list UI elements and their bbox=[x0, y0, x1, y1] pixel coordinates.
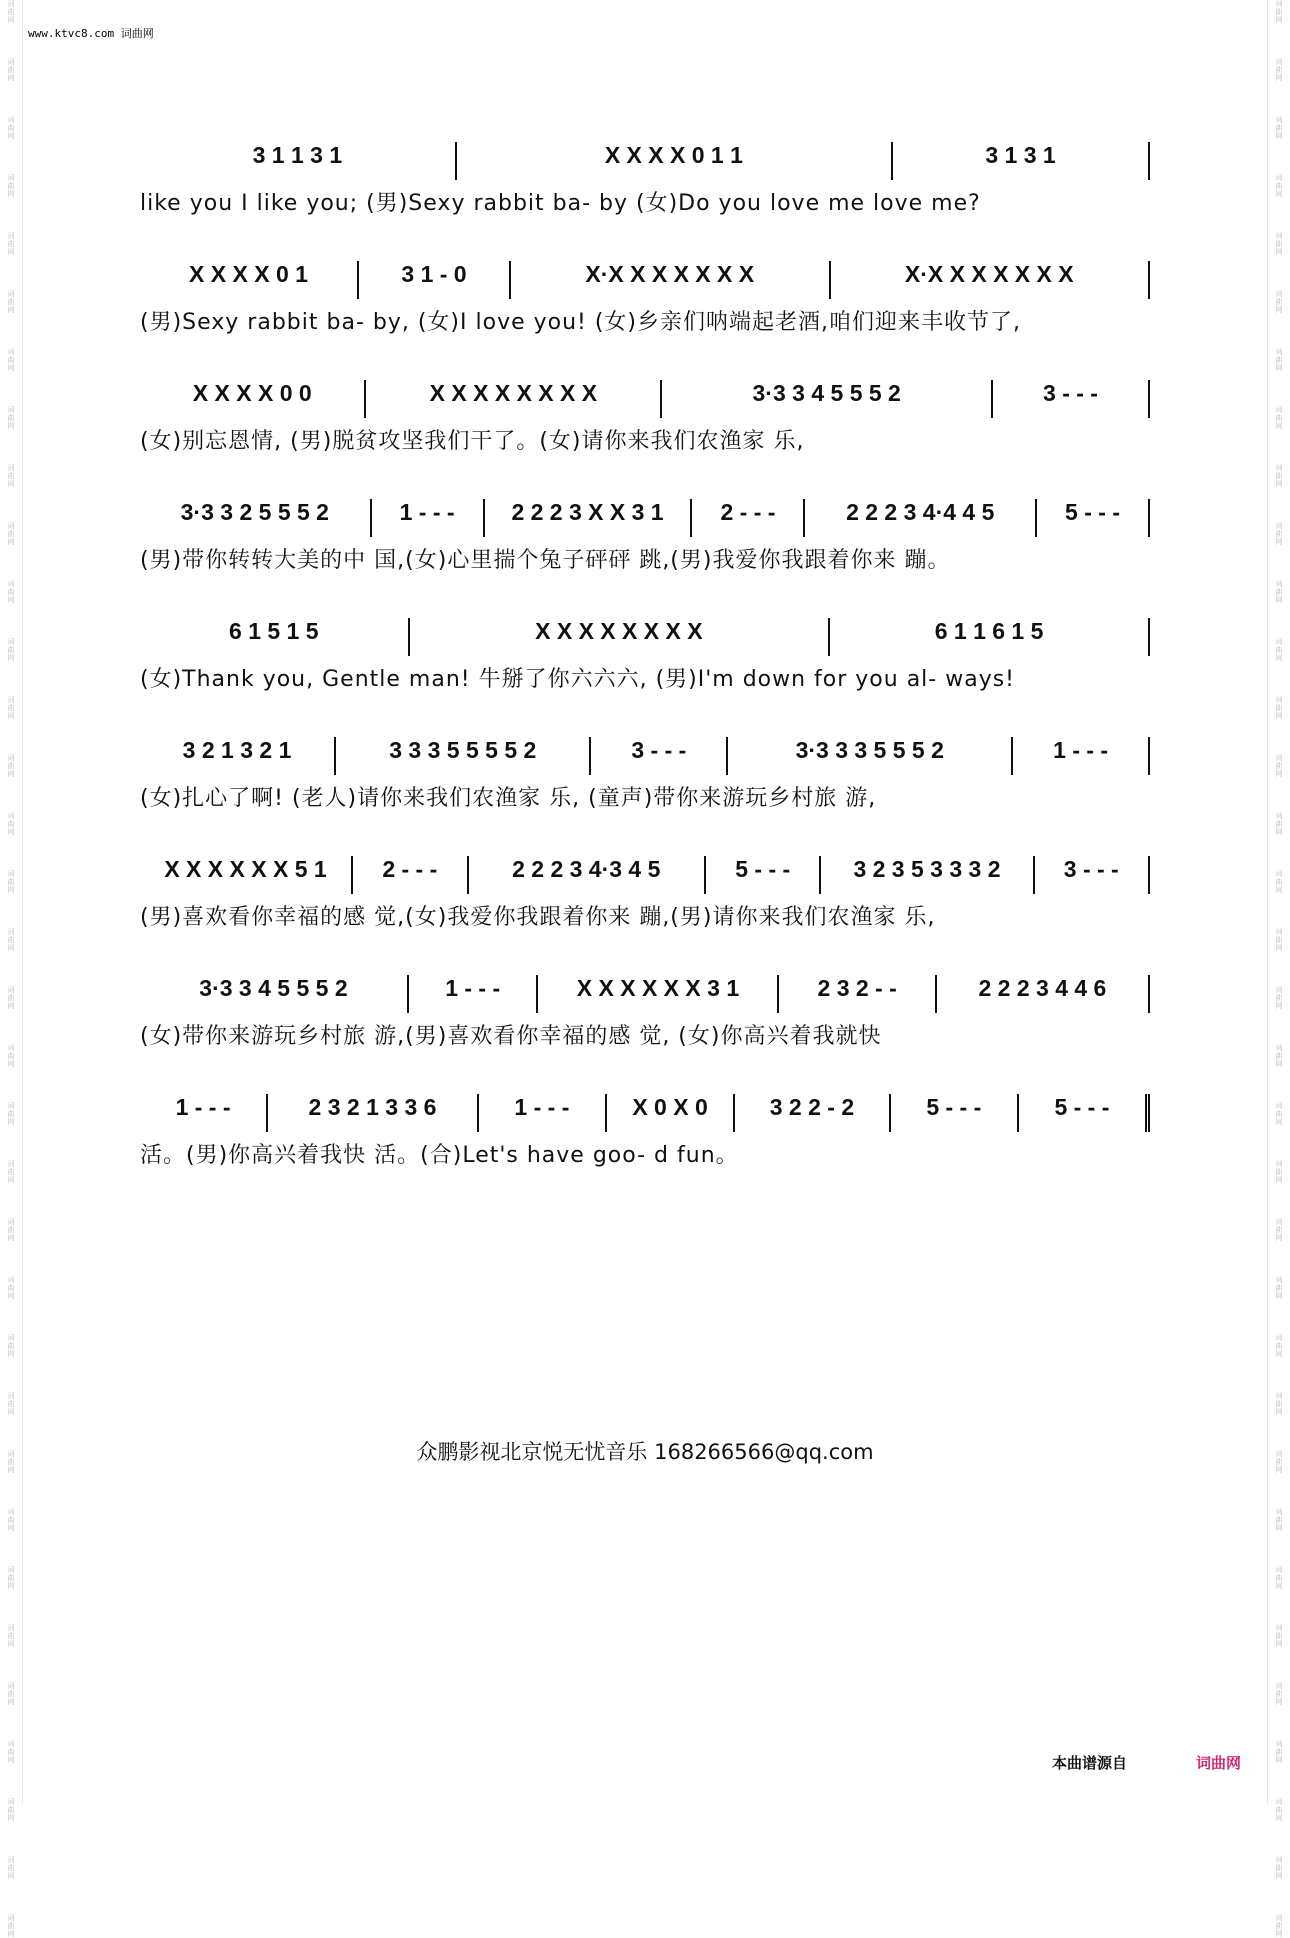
measure: 3 2 1 3 2 1 bbox=[140, 737, 336, 775]
watermark-mark: 词 曲 网 bbox=[1275, 1624, 1283, 1648]
watermark-mark: 词 曲 网 bbox=[1275, 1218, 1283, 1242]
watermark-mark: 词 曲 网 bbox=[7, 1392, 15, 1416]
site-url: www.ktvc8.com 词曲网 bbox=[28, 27, 154, 40]
watermark-mark: 词 曲 网 bbox=[7, 638, 15, 662]
measure: X X X X X X X X bbox=[366, 380, 662, 418]
measure: 3 - - - bbox=[1035, 856, 1151, 894]
lyric-line: (女)Thank you, Gentle man! 牛掰了你六六六, (男)I'm down for you al- ways! bbox=[140, 667, 1016, 692]
measure: X·X X X X X X X bbox=[511, 261, 831, 299]
watermark-mark: 词 曲 网 bbox=[1275, 522, 1283, 546]
measure: X X X X X X X X bbox=[410, 618, 831, 656]
measure: 3·3 3 4 5 5 5 2 bbox=[662, 380, 993, 418]
notation-line bbox=[140, 1094, 1150, 1134]
measure: 1 - - - bbox=[1013, 737, 1150, 775]
watermark-mark: 词 曲 网 bbox=[1275, 754, 1283, 778]
measure: X X X X X X 3 1 bbox=[538, 975, 779, 1013]
watermark-mark: 词 曲 网 bbox=[1275, 116, 1283, 140]
lyric-line: (男)带你转转大美的中 国,(女)心里揣个兔子砰砰 跳,(男)我爱你我跟着你来 蹦。 bbox=[140, 548, 951, 573]
measure: 6 1 5 1 5 bbox=[140, 618, 410, 656]
notation-line bbox=[140, 737, 1150, 777]
watermark-mark: 词 曲 网 bbox=[1275, 928, 1283, 952]
measure: 3 - - - bbox=[591, 737, 728, 775]
watermark-mark: 词 曲 网 bbox=[7, 1102, 15, 1126]
watermark-mark: 词 曲 网 bbox=[1275, 986, 1283, 1010]
watermark-mark: 词 曲 网 bbox=[1275, 464, 1283, 488]
measure: 3 - - - bbox=[993, 380, 1150, 418]
watermark-mark: 词 曲 网 bbox=[1275, 580, 1283, 604]
measure: X 0 X 0 bbox=[607, 1094, 735, 1132]
measure: 5 - - - bbox=[891, 1094, 1019, 1132]
score-system bbox=[140, 1094, 1150, 1213]
left-watermark-strip bbox=[0, 0, 23, 1938]
watermark-mark: 词 曲 网 bbox=[7, 928, 15, 952]
measure: 2 - - - bbox=[353, 856, 469, 894]
watermark-mark: 词 曲 网 bbox=[7, 812, 15, 836]
measure: 5 - - - bbox=[1019, 1094, 1150, 1132]
notation-line bbox=[140, 618, 1150, 658]
source-site-link[interactable]: 词曲网 bbox=[1196, 1754, 1242, 1772]
measure: X X X X 0 1 1 bbox=[457, 142, 893, 180]
watermark-mark: 词 曲 网 bbox=[1275, 638, 1283, 662]
notation-line bbox=[140, 261, 1150, 301]
watermark-mark: 词 曲 网 bbox=[7, 0, 15, 24]
score-system bbox=[140, 618, 1150, 737]
lyric-line: (女)带你来游玩乡村旅 游,(男)喜欢看你幸福的感 觉, (女)你高兴着我就快 bbox=[140, 1024, 882, 1049]
measure: 3 1 3 1 bbox=[893, 142, 1150, 180]
source-label: 本曲谱源自 bbox=[1052, 1754, 1128, 1772]
watermark-mark: 词 曲 网 bbox=[1275, 1682, 1283, 1706]
watermark-mark: 词 曲 网 bbox=[1275, 1392, 1283, 1416]
measure: 2 2 2 3 4 4 6 bbox=[937, 975, 1150, 1013]
measure: 3 2 2 - 2 bbox=[735, 1094, 891, 1132]
footer-credit: 众鹏影视北京悦无忧音乐 168266566@qq.com bbox=[416, 1440, 874, 1464]
watermark-mark: 词 曲 网 bbox=[7, 116, 15, 140]
watermark-mark: 词 曲 网 bbox=[1275, 1334, 1283, 1358]
watermark-mark: 词 曲 网 bbox=[7, 58, 15, 82]
measure: 3 3 3 5 5 5 5 2 bbox=[336, 737, 591, 775]
watermark-mark: 词 曲 网 bbox=[1275, 812, 1283, 836]
lyric-line: (女)扎心了啊! (老人)请你来我们农渔家 乐, (童声)带你来游玩乡村旅 游, bbox=[140, 786, 877, 811]
watermark-mark: 词 曲 网 bbox=[7, 1276, 15, 1300]
watermark-mark: 词 曲 网 bbox=[1275, 232, 1283, 256]
score-system bbox=[140, 737, 1150, 856]
measure: 3 2 3 5 3 3 3 2 bbox=[821, 856, 1034, 894]
measure: 5 - - - bbox=[706, 856, 822, 894]
notation-line bbox=[140, 975, 1150, 1015]
score-system bbox=[140, 499, 1150, 618]
watermark-mark: 词 曲 网 bbox=[1275, 1566, 1283, 1590]
watermark-mark: 词 曲 网 bbox=[7, 1160, 15, 1184]
lyric-line: 活。(男)你高兴着我快 活。(合)Let's have goo- d fun。 bbox=[140, 1143, 739, 1168]
right-watermark-strip bbox=[1267, 0, 1290, 1938]
watermark-mark: 词 曲 网 bbox=[7, 406, 15, 430]
watermark-mark: 词 曲 网 bbox=[1275, 406, 1283, 430]
watermark-mark: 词 曲 网 bbox=[7, 986, 15, 1010]
lyric-line: (女)别忘恩情, (男)脱贫攻坚我们干了。(女)请你来我们农渔家 乐, bbox=[140, 429, 805, 454]
watermark-mark: 词 曲 网 bbox=[1275, 1508, 1283, 1532]
watermark-mark: 词 曲 网 bbox=[1275, 348, 1283, 372]
measure: 5 - - - bbox=[1037, 499, 1150, 537]
watermark-mark: 词 曲 网 bbox=[1275, 696, 1283, 720]
notation-line bbox=[140, 499, 1150, 539]
watermark-mark: 词 曲 网 bbox=[7, 696, 15, 720]
watermark-mark: 词 曲 网 bbox=[7, 1740, 15, 1764]
watermark-mark: 词 曲 网 bbox=[7, 522, 15, 546]
watermark-mark: 词 曲 网 bbox=[7, 870, 15, 894]
lyric-line: (男)Sexy rabbit ba- by, (女)I love you! (女)乡亲们呐端起老酒,咱们迎来丰收节了, bbox=[140, 310, 1022, 335]
measure: 1 - - - bbox=[479, 1094, 607, 1132]
watermark-mark: 词 曲 网 bbox=[7, 464, 15, 488]
watermark-mark: 词 曲 网 bbox=[7, 580, 15, 604]
watermark-mark: 词 曲 网 bbox=[7, 1624, 15, 1648]
watermark-mark: 词 曲 网 bbox=[7, 1798, 15, 1822]
watermark-mark: 词 曲 网 bbox=[1275, 58, 1283, 82]
score-system bbox=[140, 975, 1150, 1094]
measure: 2 3 2 - - bbox=[779, 975, 936, 1013]
watermark-mark: 词 曲 网 bbox=[7, 1334, 15, 1358]
measure: 2 2 2 3 4·4 4 5 bbox=[805, 499, 1037, 537]
measure: 3·3 3 4 5 5 5 2 bbox=[140, 975, 409, 1013]
watermark-mark: 词 曲 网 bbox=[1275, 1914, 1283, 1938]
measure: 6 1 1 6 1 5 bbox=[830, 618, 1150, 656]
measure: 2 2 2 3 4·3 4 5 bbox=[469, 856, 706, 894]
measure: 3 1 - 0 bbox=[359, 261, 511, 299]
watermark-mark: 词 曲 网 bbox=[7, 232, 15, 256]
score-system bbox=[140, 261, 1150, 380]
notation-line bbox=[140, 380, 1150, 420]
watermark-mark: 词 曲 网 bbox=[1275, 1740, 1283, 1764]
score-system bbox=[140, 380, 1150, 499]
measure: 2 - - - bbox=[692, 499, 805, 537]
measure: X X X X 0 0 bbox=[140, 380, 366, 418]
watermark-mark: 词 曲 网 bbox=[1275, 290, 1283, 314]
measure: 1 - - - bbox=[409, 975, 539, 1013]
watermark-mark: 词 曲 网 bbox=[7, 1508, 15, 1532]
measure: X X X X X X 5 1 bbox=[140, 856, 353, 894]
measure: 3·3 3 3 5 5 5 2 bbox=[728, 737, 1013, 775]
watermark-mark: 词 曲 网 bbox=[1275, 1798, 1283, 1822]
measure: X X X X 0 1 bbox=[140, 261, 359, 299]
lyric-line: like you I like you; (男)Sexy rabbit ba- by (女)Do you love me love me? bbox=[140, 191, 981, 216]
measure: 1 - - - bbox=[140, 1094, 268, 1132]
watermark-mark: 词 曲 网 bbox=[1275, 1856, 1283, 1880]
watermark-mark: 词 曲 网 bbox=[7, 174, 15, 198]
measure: 3 1 1 3 1 bbox=[140, 142, 457, 180]
score-system bbox=[140, 142, 1150, 261]
score bbox=[140, 142, 1150, 1213]
watermark-mark: 词 曲 网 bbox=[7, 754, 15, 778]
watermark-mark: 词 曲 网 bbox=[1275, 174, 1283, 198]
measure: 1 - - - bbox=[372, 499, 485, 537]
measure: 3·3 3 2 5 5 5 2 bbox=[140, 499, 372, 537]
watermark-mark: 词 曲 网 bbox=[1275, 870, 1283, 894]
watermark-mark: 词 曲 网 bbox=[7, 1682, 15, 1706]
measure: X·X X X X X X X bbox=[831, 261, 1151, 299]
watermark-mark: 词 曲 网 bbox=[1275, 1450, 1283, 1474]
measure: 2 3 2 1 3 3 6 bbox=[268, 1094, 479, 1132]
lyric-line: (男)喜欢看你幸福的感 觉,(女)我爱你我跟着你来 蹦,(男)请你来我们农渔家 乐, bbox=[140, 905, 936, 930]
watermark-mark: 词 曲 网 bbox=[7, 1566, 15, 1590]
measure: 2 2 2 3 X X 3 1 bbox=[485, 499, 693, 537]
watermark-mark: 词 曲 网 bbox=[1275, 1276, 1283, 1300]
watermark-mark: 词 曲 网 bbox=[7, 348, 15, 372]
watermark-mark: 词 曲 网 bbox=[7, 290, 15, 314]
watermark-mark: 词 曲 网 bbox=[7, 1218, 15, 1242]
notation-line bbox=[140, 142, 1150, 182]
notation-line bbox=[140, 856, 1150, 896]
watermark-mark: 词 曲 网 bbox=[1275, 1044, 1283, 1068]
watermark-mark: 词 曲 网 bbox=[7, 1914, 15, 1938]
watermark-mark: 词 曲 网 bbox=[7, 1044, 15, 1068]
watermark-mark: 词 曲 网 bbox=[1275, 1102, 1283, 1126]
watermark-mark: 词 曲 网 bbox=[1275, 1160, 1283, 1184]
watermark-mark: 词 曲 网 bbox=[7, 1450, 15, 1474]
score-system bbox=[140, 856, 1150, 975]
watermark-mark: 词 曲 网 bbox=[7, 1856, 15, 1880]
watermark-mark: 词 曲 网 bbox=[1275, 0, 1283, 24]
